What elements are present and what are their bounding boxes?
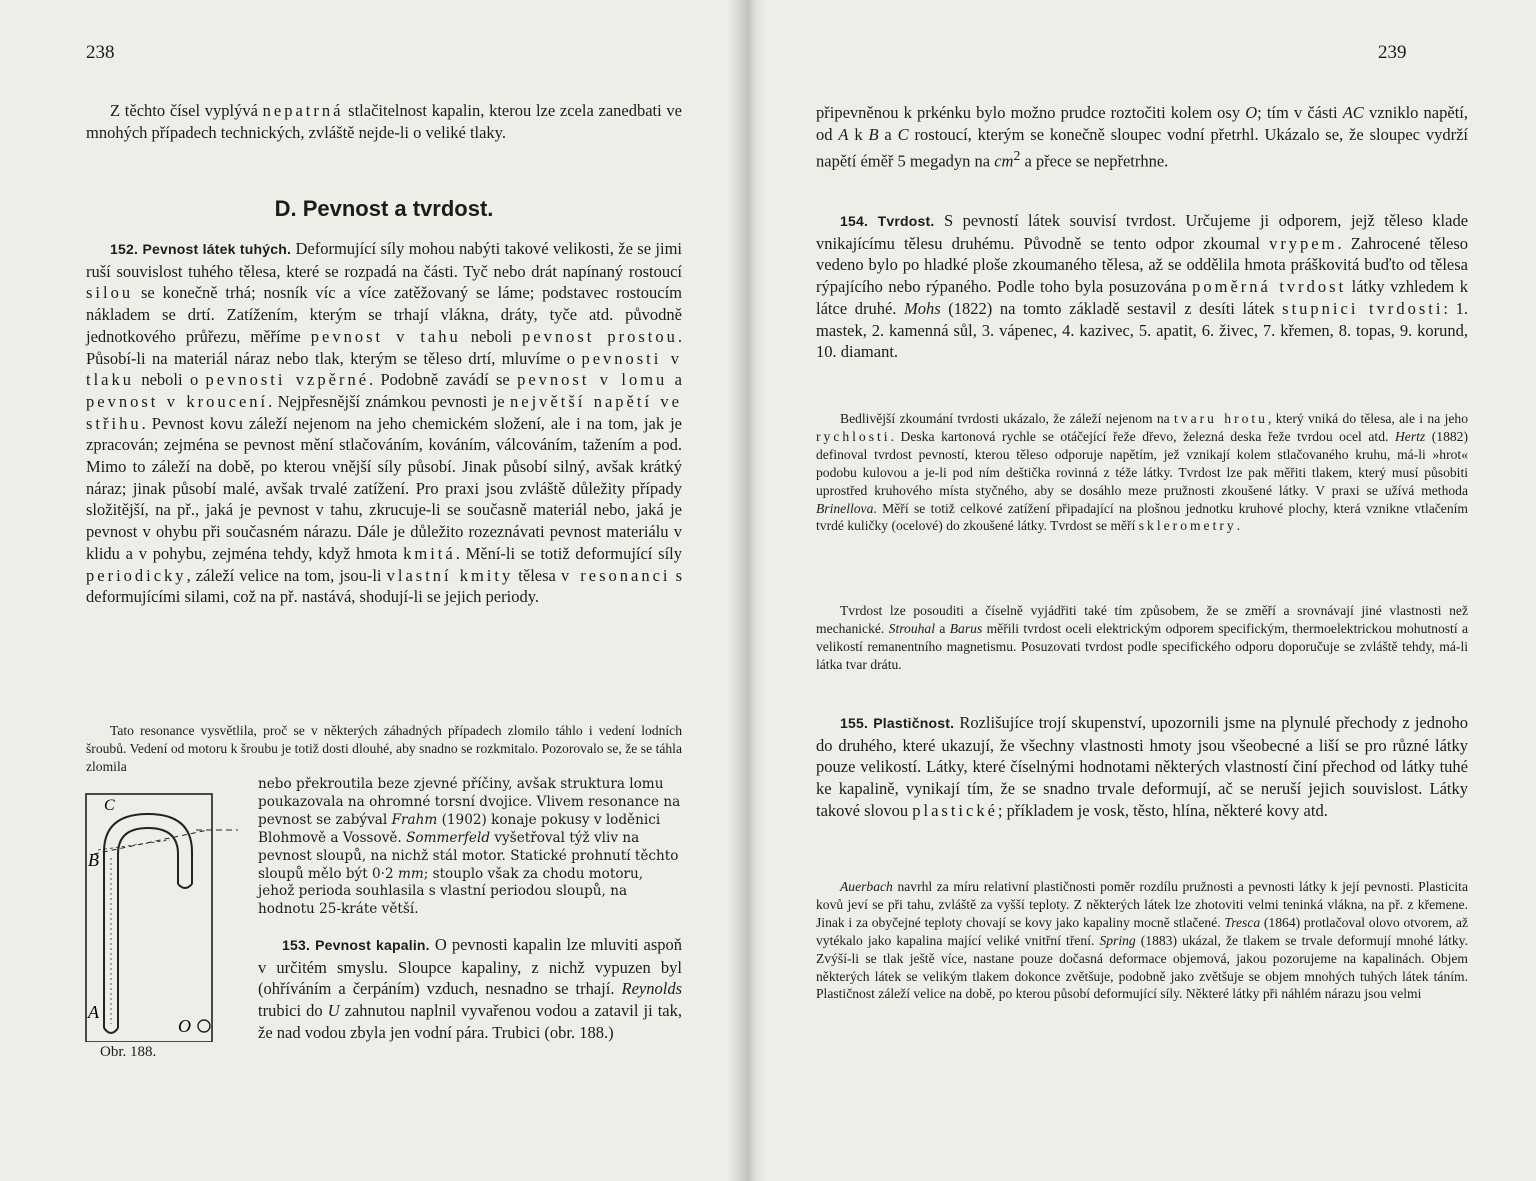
label-a: A <box>88 1002 99 1022</box>
dash-line-b <box>98 840 170 850</box>
paragraph-continuation: připevněnou k prkénku bylo možno prudce roztočiti kolem osy O; tím v části AC vzniklo napětí, od A k B a C rostoucí, kterým se konečně sloupec vodní přetrhl. Ukázalo se, že sloupec vydrží napětí éměř 5 megadyn na $cm^2$ a přece se nepřetrhne. <box>816 103 1469 171</box>
label-o: O <box>178 1016 191 1036</box>
resonance-note: Tato resonance vysvětlila, proč se v některých záhadných případech zlomilo táhlo i vedení lodních šroubů. Vedení od motoru k šroubu je totiž dosti dlouhé, aby snadno se rozkmitalo. Pozorovalo se, že se táhla zlomila <box>86 723 682 774</box>
figure-side-text: nebo překroutila beze zjevné příčiny, avšak struktura lomu poukazovala na ohromné torsní dvojice. Vlivem resonance na pevnost se zabýval Frahm (1902) konaje pokusy v loděnici Blohmově a Vossově. Sommerfeld vyšetřoval týž vliv na pevnost sloupů, na nichž stál motor. Statické prohnutí těchto sloupů mělo být 0·2 mm; stouplo však za chodu motoru, jehož perioda souhlasila s vlastní periodou sloupů, na hodnotu 25-kráte větší. <box>258 776 681 918</box>
intro-paragraph: Z těchto čísel vyplývá nepatrná stlačitelnost kapalin, kterou lze zcela zanedbati ve mnohých případech technických, zvláště nejde-li o veliké tlaky. <box>86 101 682 142</box>
right-page <box>750 0 1536 1181</box>
tube-end <box>178 884 192 888</box>
page-number-right: 239 <box>1378 42 1407 63</box>
hardness-note-2: Tvrdost lze posouditi a číselně vyjádřiti také tím způsobem, že se změří a srovnávají jiné vlastnosti než mechanické. Strouhal a Barus měřili tvrdost oceli elektrickým odporem specifickým, thermoelektrickou mohutností a velikostí remanentního magnetismu. Posuzovati tvrdost podle specifického odporu doporučuje se zvláště tehdy, má-li látka tvar drátu. <box>816 603 1468 672</box>
figure-188 <box>78 792 258 1082</box>
label-c: C <box>104 797 115 814</box>
paragraph-152: 152. Pevnost látek tuhých. Deformující síly mohou nabýti takové velikosti, že se jimi ruší souvislost tuhého tělesa, které se rozpadá na části. Tyč nebo drát napínaný rostoucí silou se konečně trhá; nosník víc a více zatěžovaný se láme; podstavec rostoucím nákladem se drtí. Zatížením, kterým se trhají vlákna, dráty, tyče atd. původně jednotkového průřezu, měříme pevnost v tahu neboli pevnost prostou. Působí-li na materiál náraz nebo tlak, kterým se těleso drtí, mluvíme o pevnosti v tlaku neboli o pevnosti vzpěrné. Podobně zavádí se pevnost v lomu a pevnost v kroucení. Nejpřesnější známkou pevnosti je největší napětí ve střihu. Pevnost kovu záleží nejenom na jeho chemickém složení, ale i na tom, jak je zpracován; zejména se pevnost mění stlačováním, kováním, válcováním, tažením a pod. Mimo to záleží na době, po kterou vnější síly působí. Jinak působí silný, avšak krátký náraz; jinak působí malé, avšak trvalé zatížení. Pro praxi jsou zvláště důležity případy složitější, na př., jaká je pevnost v tahu, zkrucuje-li se současně materiál nebo, jaká je pevnost v ohybu při současném nárazu. Dále je důležito rozeznávati pevnost materiálu v klidu a v pohybu, zejména tehdy, když hmota kmitá. Mění-li se totiž deformující síly periodicky, záleží velice na tom, jsou-li vlastní kmity tělesa v resonanci s deformujícími silami, což na př. nastává, shodují-li se jejich periody. <box>86 239 683 607</box>
u-tube-diagram <box>78 792 258 1042</box>
paragraph-153: 153. Pevnost kapalin. O pevnosti kapalin lze mluviti aspoň v určitém smyslu. Sloupce kapaliny, z nichž vypuzen byl (ohříváním a čerpáním) vzduch, nesnadno se trhají. Reynolds trubici do U zahnutou naplnil vyvařenou vodou a zatavil ji tak, že nad vodou zbyla jen vodní pára. Trubici (obr. 188.) <box>258 935 683 1042</box>
page-number-left: 238 <box>86 42 115 63</box>
label-b: B <box>88 850 99 870</box>
book-gutter <box>728 0 768 1181</box>
tube-inner <box>118 828 178 1028</box>
paragraph-155: 155. Plastičnost. Rozlišujíce trojí skupenství, upozornili jsme na plynulé přechody z jednoho do druhého, které ukazují, že všechny vlastnosti hmoty jsou všeobecné a liší se pro různé látky pouze velikostí. Látky, které číselnými hodnotami některých vlastností činí přechod od látky tuhé ke kapalině, vynikají tím, že se snadno trvale deformují, ač se neruší jejich souvislost. Látky takové slovou plastické; příkladem je vosk, těsto, hlína, některé kovy atd. <box>816 713 1469 820</box>
plasticity-note: Auerbach navrhl za míru relativní plastičnosti poměr rozdílu pružnosti a pevnosti látky k její pevnosti. Plasticita kovů jeví se při tahu, zvláště za vyšší teploty. Z některých látek lze zhotoviti velmi teninká vlákna, na př. z křemene. Jinak i za obyčejné teploty chovají se kovy jako kapaliny mocně stlačené. Tresca (1864) protlačoval olovo otvorem, až vytékalo jako kapalina mající veliké vnitřní tření. Spring (1883) ukázal, že tlakem se trvale deformují mnohé látky. Zvýší-li se tlak ještě více, nastane pouze dočasná deformace objemová, jakou pozorujeme na kapalinách. Objem některých látek se velikým tlakem dokonce zvětšuje, podobně jako zvětšuje se objem mnohých tuhých látek táním. Plastičnost záleží velice na době, po kterou působí deformující síly. Některé látky při náhlém nárazu jsou velmi <box>816 879 1468 1002</box>
hardness-note-1: Bedlivější zkoumání tvrdosti ukázalo, že záleží nejenom na tvaru hrotu, který vniká do tělesa, ale i na jeho rychlosti. Deska kartonová rychle se otáčející řeže dřevo, železná deska řeže tvrdou ocel atd. Hertz (1882) definoval tvrdost pevností, kterou těleso odporuje napětím, jež vznikají kolem stlačovaného kruhu, má-li »hrot« podobu kulovou a je-li pod ním deštička rovinná z téže látky. Tvrdost lze pak měřiti tlakem, který musí působiti uprostřed kruhového místa styčného, aby se dosáhlo meze pružnosti zkoušené látky. V praxi se užívá methoda Brinellova. Měří se totiž celkové zatížení připadající na plošnou jednotku kruhové plochy, která vznikne vtlačením tvrdé kuličky (ocelové) do zkoušené látky. Tvrdost se měří sklerometry. <box>816 411 1468 534</box>
figure-caption: Obr. 188. <box>100 1044 157 1060</box>
tube-bottom <box>104 1028 118 1033</box>
pivot-circle <box>198 1020 210 1032</box>
paragraph-154: 154. Tvrdost. S pevností látek souvisí tvrdost. Určujeme ji odporem, jejž těleso klade vnikajícímu tělesu druhému. Původně se tento odpor zkoumal vrypem. Zahrocené těleso vedeno bylo po hladké ploše zkoumaného tělesa, až se oddělila hmota práškovitá buďto od tělesa rýpajícího nebo rýpaného. Podle toho byla posuzována poměrná tvrdost látky vzhledem k látce druhé. Mohs (1822) na tomto základě sestavil z desíti látek stupnici tvrdosti: 1. mastek, 2. kamenná sůl, 3. vápenec, 4. kazivec, 5. apatit, 6. živec, 7. křemen, 8. topas, 9. korund, 10. diamant. <box>816 211 1469 362</box>
left-page <box>0 0 750 1181</box>
section-heading: D. Pevnost a tvrdost. <box>274 196 494 221</box>
